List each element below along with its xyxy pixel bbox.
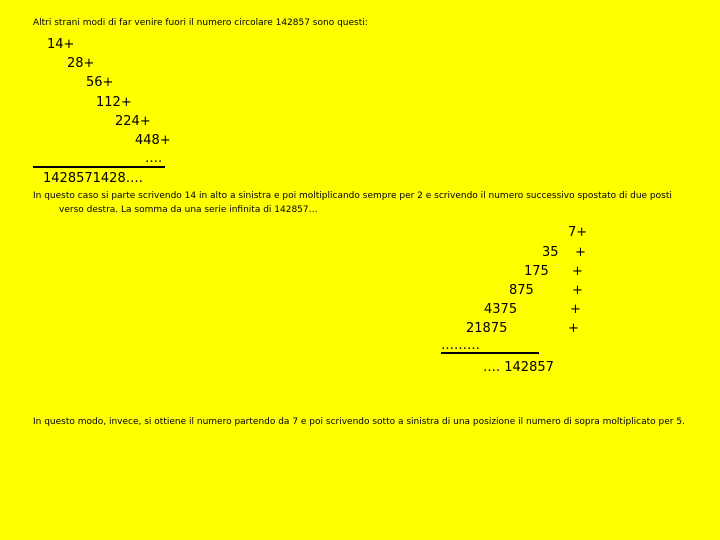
sum2-result: …. 142857: [483, 360, 554, 375]
sum2-number: 35: [542, 245, 559, 260]
sum2-number: 875: [509, 283, 534, 298]
sum2-plus: +: [568, 321, 579, 336]
sum2-plus: +: [575, 245, 586, 260]
sum2-number: ………: [441, 338, 480, 353]
paragraph-1: In questo caso si parte scrivendo 14 in alto a sinistra e poi moltiplicando sempre per 2 e scrivendo il numero successivo spostato di due posti verso destra. La somma da una serie infinita di 142857…: [33, 191, 672, 215]
intro-text: Altri strani modi di far venire fuori il numero circolare 142857 sono questi:: [33, 18, 368, 28]
sum2-number: 4375: [484, 302, 518, 317]
sum2-number: 7+: [568, 225, 588, 240]
sum2-plus: +: [572, 264, 583, 279]
sum1-line: ….: [145, 151, 163, 166]
sum2-number: 21875: [466, 321, 508, 336]
sum2-plus: +: [570, 302, 581, 317]
sum1-rule: [33, 166, 165, 168]
sum1-line: 28+: [67, 56, 95, 71]
sum1-line: 112+: [96, 95, 132, 110]
sum1-line: 56+: [86, 75, 114, 90]
sum1-line: 448+: [135, 133, 171, 148]
sum1-line: 224+: [115, 114, 151, 129]
paragraph-2: In questo modo, invece, si ottiene il numero partendo da 7 e poi scrivendo sotto a sinistra di una posizione il numero di sopra moltiplicato per 5.: [33, 417, 685, 427]
sum2-number: 175: [524, 264, 549, 279]
sum2-rule: [441, 352, 539, 354]
sum1-result: 1428571428….: [43, 171, 143, 186]
sum1-line: 14+: [47, 37, 75, 52]
sum2-plus: +: [572, 283, 583, 298]
